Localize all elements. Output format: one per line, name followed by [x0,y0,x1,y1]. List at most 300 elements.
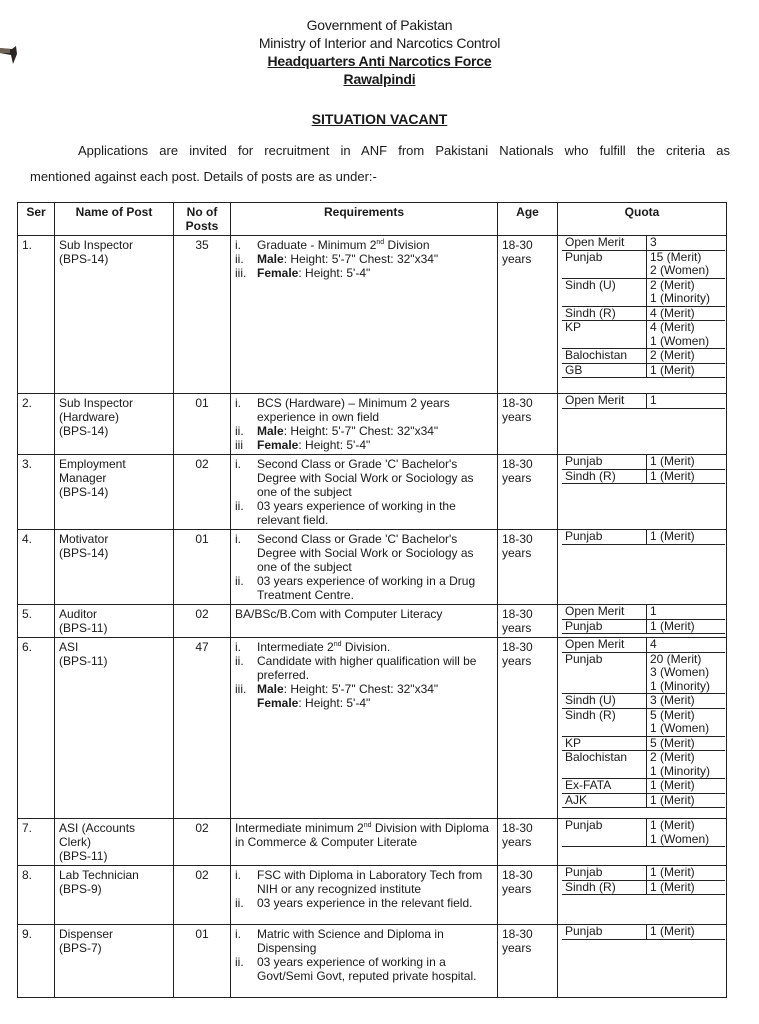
quota-row [562,925,725,939]
quota-seats [647,605,726,619]
requirement-text: Second Class or Grade 'C' Bachelor's Degree with Social Work or Sociology as one of the subject [257,457,474,499]
quota-seat-line: 1 (Minority) [650,291,711,305]
quota-region: Open Merit [562,605,647,619]
requirement-text: 03 years experience of working in a Drug Treatment Centre. [257,574,476,602]
requirement-text [257,252,493,266]
quota-row [562,619,725,634]
quota-region: Open Merit [562,236,647,250]
cell-age [498,819,558,866]
requirement-number: ii. [235,896,244,910]
quota-seat-line: 1 (Minority) [650,763,711,778]
cell-requirements [231,866,498,925]
quota-seat-line: 5 (Merit) [650,707,695,722]
quota-seat-line: 1 (Merit) [650,529,695,543]
quota-row [562,250,725,278]
quota-subtable [562,819,725,847]
quota-seat-line: 5 (Merit) [650,735,695,750]
quota-region: Sindh (R) [562,469,647,484]
quota-subtable [562,605,725,634]
cell-quota [558,638,727,819]
cell-ser: 6. [18,638,55,819]
quota-seat-line: 1 (Minority) [650,678,711,693]
table-row [18,236,727,394]
cell-no-of-posts: 35 [174,236,231,394]
cell-no-of-posts: 01 [174,394,231,455]
requirement-text: Intermediate 2nd Division. [257,640,391,654]
requirement-text [257,266,493,280]
intro-paragraph [30,138,730,190]
quota-region: KP [562,321,647,349]
vacancy-table [17,202,727,998]
cell-post-name [55,394,174,455]
quota-region: Punjab [562,925,647,939]
cell-age [498,925,558,998]
requirement-text: 03 years experience of working in the relevant field. [257,499,456,527]
quota-region: Open Merit [562,394,647,408]
requirement-number: iii. [235,266,247,280]
requirement-number: ii. [235,252,244,266]
cell-post-name [55,530,174,605]
requirement-detail: : Height: 5'-7" Chest: 32"x34" [283,682,439,696]
requirement-item [235,424,493,438]
post-name-line: Motivator [59,532,109,546]
requirements-list [235,396,493,452]
quota-seats [647,880,726,895]
post-name-line: (BPS-11) [59,621,108,635]
quota-seat-line: 20 (Merit) [650,651,702,666]
table-row [18,925,727,998]
cell-post-name [55,638,174,819]
table-row [18,605,727,638]
age-line: years [502,471,532,485]
cell-post-name [55,605,174,638]
quota-region: Sindh (U) [562,278,647,306]
age-line: 18-30 [502,532,533,546]
requirement-item [235,266,493,280]
requirement-text: Second Class or Grade 'C' Bachelor's Degree with Social Work or Sociology as one of the subject [257,532,474,574]
quota-subtable [562,394,725,409]
quota-region: Punjab [562,866,647,880]
quota-seat-line: 4 [650,637,657,651]
quota-seat-line: 1 (Merit) [650,924,695,938]
quota-row [562,652,725,694]
post-name-line: Clerk) [59,835,91,849]
quota-row [562,469,725,484]
cell-quota [558,819,727,866]
requirement-text [257,438,493,452]
quota-region: Open Merit [562,638,647,652]
quota-seats [647,530,726,544]
requirements-list [235,532,493,602]
quota-seat-line: 2 (Women) [650,263,710,277]
requirement-number: ii. [235,654,244,668]
quota-seat-line: 1 [650,393,657,407]
quota-seats [647,250,726,278]
cell-ser: 4. [18,530,55,605]
header-quota: Quota [558,203,727,236]
quota-region: Punjab [562,619,647,634]
cell-requirements: BA/BSc/B.Com with Computer Literacy [231,605,498,638]
quota-row [562,321,725,349]
requirement-number: i. [235,868,241,882]
requirement-detail: : Height: 5'-4" [298,696,371,710]
requirement-bold-label: Male [257,424,284,438]
age-line: 18-30 [502,238,533,252]
table-row [18,530,727,605]
quota-region: Sindh (R) [562,708,647,736]
cell-requirements [231,455,498,530]
quota-subtable [562,638,725,808]
cell-age [498,866,558,925]
cell-no-of-posts: 02 [174,819,231,866]
requirement-item [235,574,493,602]
requirement-text: 03 years experience of working in a Govt/Semi Govt, reputed private hospital. [257,955,477,983]
quota-seat-line: 1 (Merit) [650,778,695,792]
cell-ser: 9. [18,925,55,998]
quota-seats [647,321,726,349]
quota-seat-line: 1 (Merit) [650,468,695,483]
quota-row [562,779,725,794]
table-row [18,819,727,866]
header-age: Age [498,203,558,236]
requirement-detail: : Height: 5'-7" Chest: 32"x34" [283,252,439,266]
requirement-item [235,457,493,499]
age-line: 18-30 [502,457,533,471]
requirement-item [235,396,493,424]
requirement-item [235,532,493,574]
quota-seat-line: 2 (Merit) [650,750,695,764]
cell-ser: 5. [18,605,55,638]
cell-no-of-posts: 02 [174,866,231,925]
header-ser: Ser [18,203,55,236]
requirement-text: Candidate with higher qualification will be preferred. [257,654,477,682]
requirement-number: iii [235,438,243,452]
quota-seats [647,349,726,364]
age-line: 18-30 [502,396,533,410]
age-line: years [502,621,532,635]
cell-age [498,394,558,455]
quota-seats [647,708,726,736]
quota-region: AJK [562,793,647,808]
quota-region: Punjab [562,819,647,847]
requirement-number: i. [235,238,241,252]
cell-ser: 2. [18,394,55,455]
requirement-number: i. [235,927,241,941]
quota-subtable [562,866,725,895]
requirement-item [235,868,493,896]
header-ministry: Ministry of Interior and Narcotics Control [258,35,501,51]
requirement-item [235,238,493,252]
quota-row [562,349,725,364]
requirement-number: i. [235,457,241,471]
intro-line-2: mentioned against each post. Details of posts are as under:- [30,169,377,184]
requirement-item [235,640,493,654]
quota-seats [647,638,726,652]
quota-subtable [562,455,725,484]
requirement-number: iii. [235,682,247,696]
requirement-number: ii. [235,955,244,969]
requirements-list [235,238,493,280]
table-header-row [18,203,727,236]
quota-row [562,236,725,250]
requirement-item [235,927,493,955]
header-hq: Headquarters Anti Narcotics Force [267,53,492,69]
age-line: 18-30 [502,927,533,941]
requirement-number: i. [235,640,241,654]
quota-seat-line: 1 (Women) [650,333,710,348]
quota-seats [647,619,726,634]
quota-seats [647,363,726,378]
post-name-line: (BPS-14) [59,252,109,266]
post-name-line: Employment [59,457,126,471]
quota-seats [647,278,726,306]
quota-seat-line: 3 (Women) [650,665,710,679]
quota-row [562,605,725,619]
quota-seats [647,793,726,808]
cell-quota [558,455,727,530]
quota-seat-line: 1 (Women) [650,831,710,846]
quota-row [562,394,725,408]
requirement-text [257,682,493,696]
requirement-text: 03 years experience in the relevant field. [257,896,473,910]
intro-line-1: Applications are invited for recruitment in ANF from Pakistani Nationals who fulfill the criteria as [78,143,730,158]
quota-row [562,638,725,652]
quota-row [562,306,725,321]
requirement-item [235,955,493,983]
header-government: Government of Pakistan [306,17,453,33]
post-name-line: (BPS-11) [59,654,108,668]
cell-ser: 1. [18,236,55,394]
header-name: Name of Post [55,203,174,236]
cell-requirements [231,530,498,605]
quota-seat-line: 1 (Merit) [650,818,695,832]
quota-seats [647,306,726,321]
age-line: years [502,941,532,955]
requirement-bold-label: Female [257,266,299,280]
quota-seats [647,236,726,250]
quota-seats [647,394,726,408]
requirement-number: ii. [235,424,244,438]
quota-row [562,736,725,751]
quota-row [562,363,725,378]
cell-age [498,455,558,530]
requirements-list [235,640,493,710]
quota-seat-line: 2 (Merit) [650,277,695,292]
cell-age [498,638,558,819]
header-city: Rawalpindi [343,71,416,87]
age-line: 18-30 [502,607,533,621]
cell-quota [558,530,727,605]
quota-seats [647,779,726,794]
quota-region: KP [562,736,647,751]
requirement-bold-label: Male [257,682,284,696]
requirement-item [235,896,493,910]
cell-age [498,605,558,638]
quota-region: Balochistan [562,349,647,364]
quota-region: Punjab [562,530,647,544]
cell-age [498,236,558,394]
quota-seats [647,866,726,880]
requirements-list [235,457,493,527]
quota-row [562,530,725,544]
quota-row [562,866,725,880]
quota-region: Sindh (R) [562,880,647,895]
quota-region: Punjab [562,652,647,694]
quota-row [562,793,725,808]
cell-post-name [55,866,174,925]
post-name-line: (BPS-11) [59,849,108,863]
cell-post-name [55,925,174,998]
quota-seat-line: 4 (Merit) [650,320,695,334]
cell-post-name [55,455,174,530]
quota-seat-line: 1 (Merit) [650,454,695,468]
quota-seats [647,455,726,469]
cell-no-of-posts: 02 [174,455,231,530]
quota-seats [647,694,726,709]
quota-seat-line: 1 (Merit) [650,879,695,894]
cell-quota [558,866,727,925]
requirement-text: BCS (Hardware) – Minimum 2 years experience in own field [257,396,450,424]
quota-seat-line: 1 (Merit) [650,792,695,807]
requirement-text [257,696,493,710]
post-name-line: Dispenser [59,927,114,941]
quota-seat-line: 3 (Merit) [650,693,695,707]
cell-requirements [231,394,498,455]
quota-row [562,694,725,709]
cell-quota [558,394,727,455]
post-name-line: Manager [59,471,107,485]
post-name-line: (BPS-9) [59,882,102,896]
quota-region: Balochistan [562,751,647,779]
quota-row [562,708,725,736]
quota-seat-line: 3 [650,235,657,249]
requirement-detail: : Height: 5'-7" Chest: 32"x34" [283,424,439,438]
header-requirements: Requirements [231,203,498,236]
quota-seats [647,736,726,751]
quota-subtable [562,925,725,940]
quota-row [562,880,725,895]
post-name-line: (BPS-14) [59,485,109,499]
cell-requirements [231,925,498,998]
requirement-item [235,696,493,710]
post-name-line: (Hardware) [59,410,120,424]
quota-seat-line: 15 (Merit) [650,249,702,264]
requirement-item [235,252,493,266]
quota-region: Punjab [562,455,647,469]
cell-quota [558,236,727,394]
requirement-bold-label: Male [257,252,284,266]
age-line: years [502,835,532,849]
requirement-number: ii. [235,499,244,513]
requirement-number: i. [235,396,241,410]
post-name-line: ASI [59,640,79,654]
quota-seats [647,751,726,779]
post-name-line: Auditor [59,607,98,621]
quota-region: Punjab [562,250,647,278]
table-row [18,638,727,819]
quota-seat-line: 1 (Merit) [650,865,695,879]
age-line: years [502,546,532,560]
cell-ser: 7. [18,819,55,866]
quota-row [562,819,725,847]
cell-no-of-posts: 01 [174,530,231,605]
quota-region: Ex-FATA [562,779,647,794]
quota-row [562,278,725,306]
quota-seat-line: 1 (Merit) [650,618,695,633]
requirements-list [235,868,493,910]
quota-seats [647,469,726,484]
quota-region: Sindh (U) [562,694,647,709]
post-name-line: (BPS-7) [59,941,102,955]
post-name-line: (BPS-14) [59,546,109,560]
requirement-item [235,682,493,696]
requirement-detail: : Height: 5'-4" [298,266,371,280]
age-line: years [502,882,532,896]
requirement-text: Matric with Science and Diploma in Dispensing [257,927,444,955]
post-name-line: Lab Technician [59,868,139,882]
page-title: SITUATION VACANT [311,111,448,127]
requirement-item [235,438,493,452]
quota-row [562,751,725,779]
requirements-list [235,927,493,983]
quota-row [562,455,725,469]
table-body [18,236,727,998]
requirement-text: FSC with Diploma in Laboratory Tech from NIH or any recognized institute [257,868,483,896]
cell-post-name [55,236,174,394]
cell-no-of-posts: 01 [174,925,231,998]
cell-quota [558,605,727,638]
cell-ser: 3. [18,455,55,530]
cell-post-name [55,819,174,866]
requirement-item [235,499,493,527]
table-row [18,866,727,925]
cell-requirements: Intermediate minimum 2nd Division with Diploma in Commerce & Computer Literate [231,819,498,866]
age-line: years [502,252,532,266]
cell-quota [558,925,727,998]
requirement-bold-label: Female [257,438,299,452]
age-line: 18-30 [502,868,533,882]
document-header [0,16,759,88]
requirement-text [257,424,493,438]
quota-seat-line: 1 (Merit) [650,362,695,377]
quota-seat-line: 2 (Merit) [650,348,695,362]
requirement-detail: : Height: 5'-4" [298,438,371,452]
cell-no-of-posts: 02 [174,605,231,638]
quota-seat-line: 4 (Merit) [650,305,695,320]
quota-subtable [562,530,725,545]
header-posts: No of Posts [174,203,231,236]
quota-seats [647,652,726,694]
requirement-item [235,654,493,682]
table-row [18,455,727,530]
cell-requirements [231,236,498,394]
requirement-number: ii. [235,574,244,588]
table-row [18,394,727,455]
post-name-line: Sub Inspector [59,238,134,252]
cell-age [498,530,558,605]
quota-seat-line: 1 [650,604,657,618]
cell-no-of-posts: 47 [174,638,231,819]
quota-subtable [562,236,725,378]
post-name-line: (BPS-14) [59,424,109,438]
cell-ser: 8. [18,866,55,925]
quota-region: Sindh (R) [562,306,647,321]
quota-seat-line: 1 (Women) [650,721,710,735]
requirement-number [235,696,257,710]
age-line: 18-30 [502,640,533,654]
quota-seats [647,925,726,939]
requirement-text: Graduate - Minimum 2nd Division [257,238,430,252]
